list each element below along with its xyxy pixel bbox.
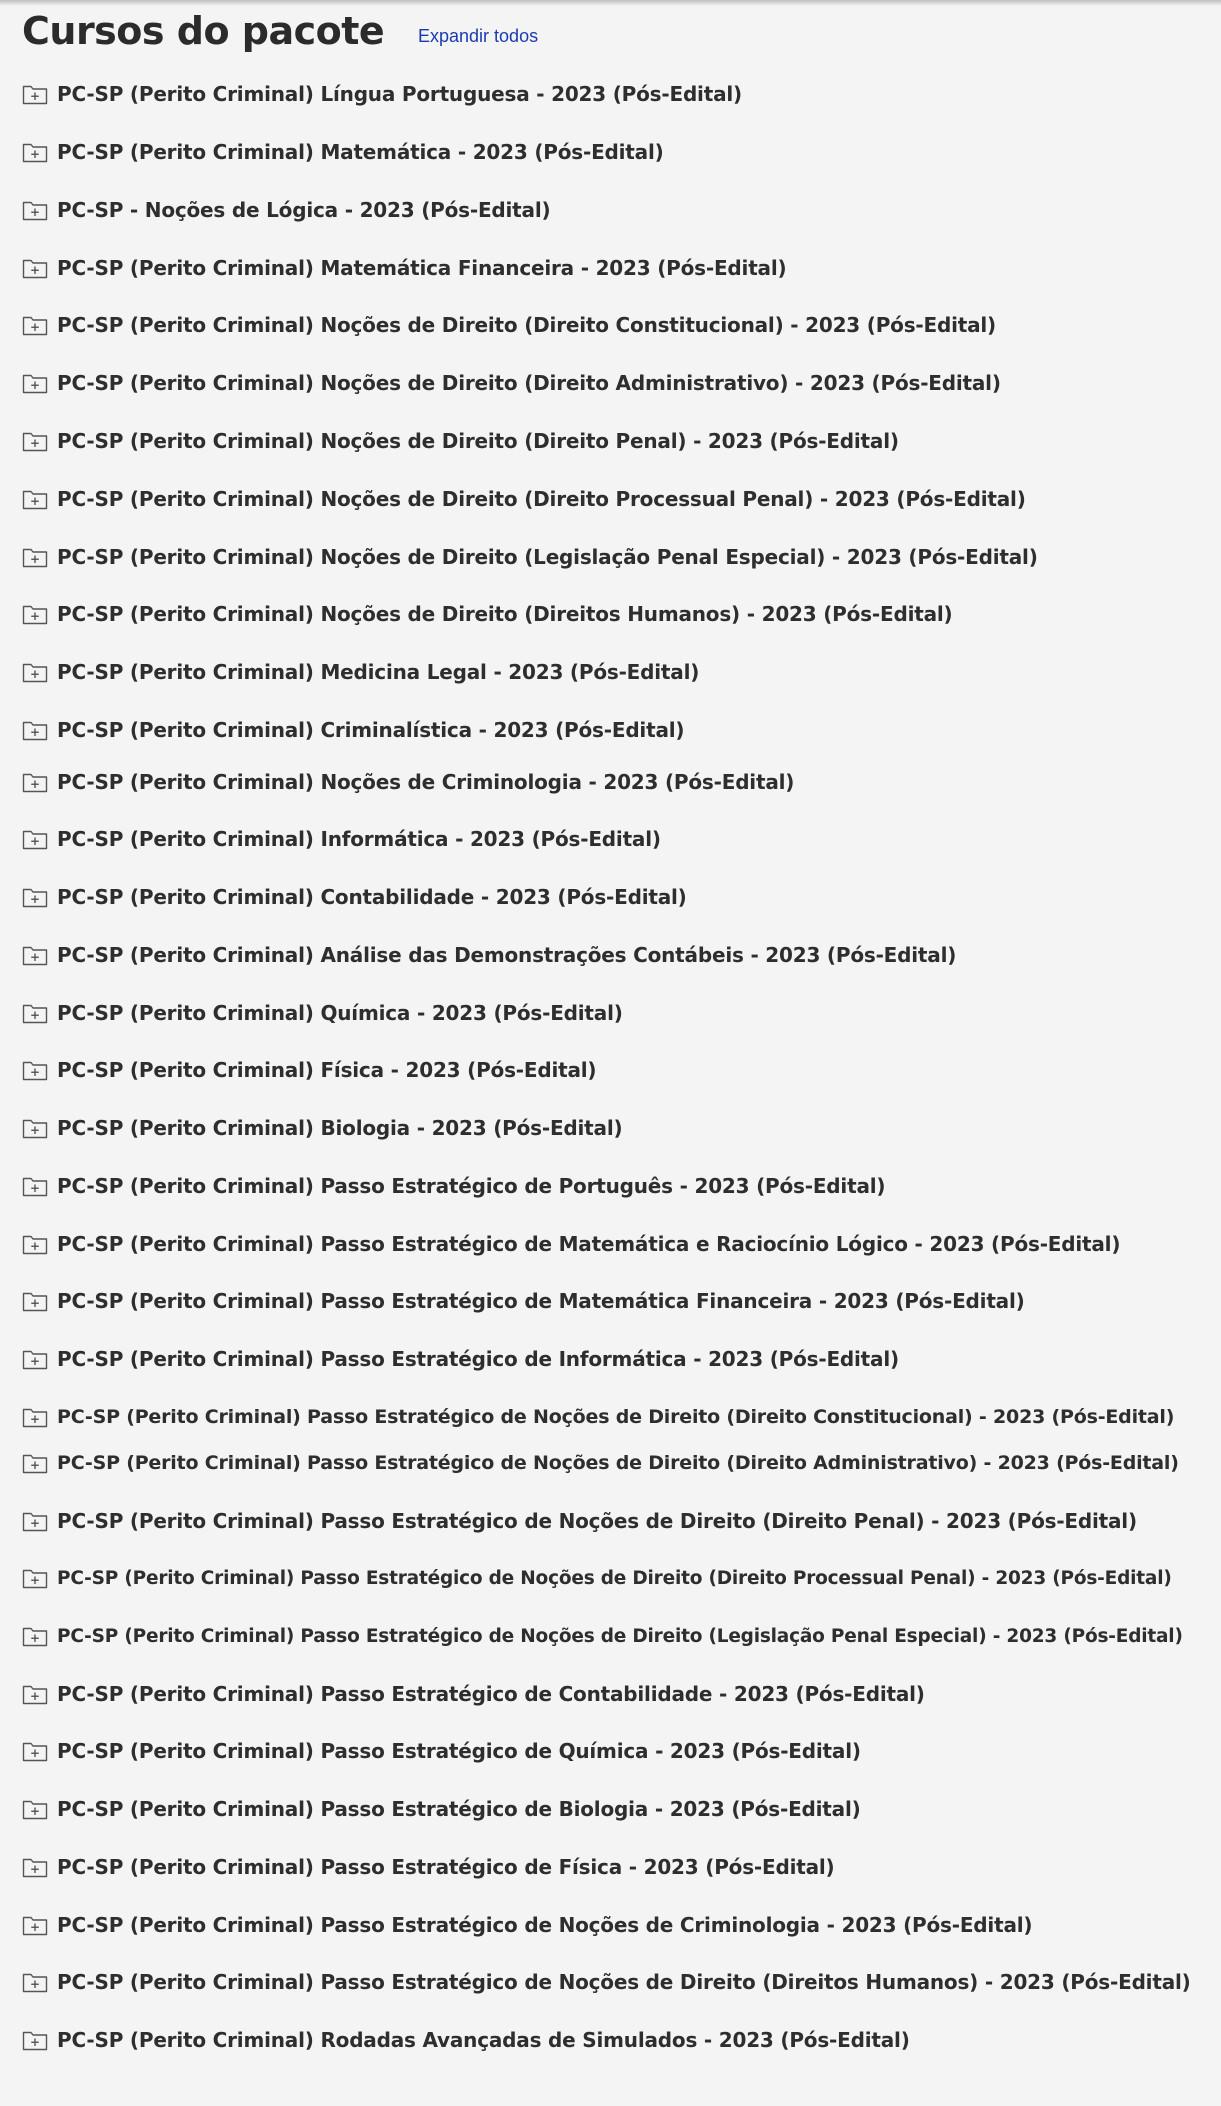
course-title[interactable]: PC-SP (Perito Criminal) Passo Estratégico de Noções de Direito (Direito Processual Penal) - 2023 (Pós-Edital): [57, 1567, 1172, 1589]
folder-plus-icon[interactable]: [22, 1117, 48, 1139]
course-item[interactable]: [22, 1113, 622, 1143]
course-item[interactable]: [22, 310, 996, 340]
course-item[interactable]: [22, 426, 899, 456]
course-title[interactable]: PC-SP (Perito Criminal) Passo Estratégico de Informática - 2023 (Pós-Edital): [57, 1347, 899, 1371]
folder-plus-icon[interactable]: [22, 1683, 48, 1705]
course-title[interactable]: PC-SP (Perito Criminal) Passo Estratégico de Noções de Direito (Legislação Penal Especial) - 2023 (Pós-Edital): [57, 1625, 1183, 1647]
course-item[interactable]: [22, 715, 684, 745]
folder-plus-icon[interactable]: [22, 257, 48, 279]
course-item[interactable]: [22, 1736, 861, 1766]
course-title[interactable]: PC-SP (Perito Criminal) Análise das Demonstrações Contábeis - 2023 (Pós-Edital): [57, 943, 957, 967]
course-title[interactable]: PC-SP (Perito Criminal) Língua Portuguesa - 2023 (Pós-Edital): [57, 82, 742, 106]
course-item[interactable]: [22, 1402, 1174, 1432]
course-title[interactable]: PC-SP (Perito Criminal) Medicina Legal - 2023 (Pós-Edital): [57, 660, 700, 684]
course-item[interactable]: [22, 1910, 1032, 1940]
course-title[interactable]: PC-SP (Perito Criminal) Noções de Criminologia - 2023 (Pós-Edital): [57, 770, 795, 794]
course-title[interactable]: PC-SP (Perito Criminal) Noções de Direito (Direito Constitucional) - 2023 (Pós-Edital): [57, 313, 996, 337]
header: [22, 6, 384, 56]
folder-plus-icon[interactable]: [22, 1290, 48, 1312]
course-title[interactable]: PC-SP (Perito Criminal) Passo Estratégico de Noções de Direito (Direitos Humanos) - 2023 (Pós-Edital): [57, 1970, 1191, 1994]
folder-plus-icon[interactable]: [22, 1798, 48, 1820]
course-title[interactable]: PC-SP (Perito Criminal) Noções de Direito (Legislação Penal Especial) - 2023 (Pós-Edital): [57, 545, 1038, 569]
course-item[interactable]: [22, 1055, 596, 1085]
course-item[interactable]: [22, 368, 1001, 398]
course-title[interactable]: PC-SP (Perito Criminal) Passo Estratégico de Química - 2023 (Pós-Edital): [57, 1739, 861, 1763]
folder-plus-icon[interactable]: [22, 1914, 48, 1936]
course-title[interactable]: PC-SP (Perito Criminal) Informática - 2023 (Pós-Edital): [57, 827, 661, 851]
course-title[interactable]: PC-SP (Perito Criminal) Contabilidade - 2023 (Pós-Edital): [57, 885, 687, 909]
course-title[interactable]: PC-SP (Perito Criminal) Passo Estratégico de Biologia - 2023 (Pós-Edital): [57, 1797, 861, 1821]
course-title[interactable]: PC-SP (Perito Criminal) Rodadas Avançadas de Simulados - 2023 (Pós-Edital): [57, 2028, 910, 2052]
folder-plus-icon[interactable]: [22, 603, 48, 625]
course-item[interactable]: [22, 824, 661, 854]
course-item[interactable]: [22, 1563, 1172, 1593]
course-title[interactable]: PC-SP (Perito Criminal) Passo Estratégico de Contabilidade - 2023 (Pós-Edital): [57, 1682, 925, 1706]
folder-plus-icon[interactable]: [22, 944, 48, 966]
course-item[interactable]: [22, 1171, 885, 1201]
folder-plus-icon[interactable]: [22, 372, 48, 394]
course-item[interactable]: [22, 1506, 1137, 1536]
course-item[interactable]: [22, 1621, 1183, 1651]
course-item[interactable]: [22, 657, 699, 687]
course-title[interactable]: PC-SP - Noções de Lógica - 2023 (Pós-Edital): [57, 198, 551, 222]
course-title[interactable]: PC-SP (Perito Criminal) Passo Estratégico de Português - 2023 (Pós-Edital): [57, 1174, 886, 1198]
course-item[interactable]: [22, 195, 550, 225]
course-title[interactable]: PC-SP (Perito Criminal) Passo Estratégico de Noções de Direito (Direito Administrativo) - 2023 (Pós-Edital): [57, 1452, 1179, 1474]
course-item[interactable]: [22, 2025, 910, 2055]
folder-plus-icon[interactable]: [22, 314, 48, 336]
folder-plus-icon[interactable]: [22, 1233, 48, 1255]
course-title[interactable]: PC-SP (Perito Criminal) Passo Estratégico de Física - 2023 (Pós-Edital): [57, 1855, 835, 1879]
folder-plus-icon[interactable]: [22, 1059, 48, 1081]
folder-plus-icon[interactable]: [22, 546, 48, 568]
expand-all-link[interactable]: Expandir todos: [418, 26, 539, 46]
course-item[interactable]: [22, 940, 956, 970]
course-item[interactable]: [22, 1344, 899, 1374]
folder-plus-icon[interactable]: [22, 141, 48, 163]
folder-plus-icon[interactable]: [22, 771, 48, 793]
course-title[interactable]: PC-SP (Perito Criminal) Passo Estratégico de Noções de Direito (Direito Penal) - 2023 (Pós-Edital): [57, 1509, 1137, 1533]
folder-plus-icon[interactable]: [22, 1856, 48, 1878]
course-item[interactable]: [22, 882, 687, 912]
folder-plus-icon[interactable]: [22, 1452, 48, 1474]
course-item[interactable]: [22, 767, 794, 797]
folder-plus-icon[interactable]: [22, 1567, 48, 1589]
course-item[interactable]: [22, 1286, 1025, 1316]
folder-plus-icon[interactable]: [22, 719, 48, 741]
course-item[interactable]: [22, 998, 623, 1028]
course-item[interactable]: [22, 1679, 925, 1709]
course-title[interactable]: PC-SP (Perito Criminal) Química - 2023 (Pós-Edital): [57, 1001, 623, 1025]
folder-plus-icon[interactable]: [22, 1002, 48, 1024]
folder-plus-icon[interactable]: [22, 488, 48, 510]
course-title[interactable]: PC-SP (Perito Criminal) Criminalística - 2023 (Pós-Edital): [57, 718, 685, 742]
folder-plus-icon[interactable]: [22, 1740, 48, 1762]
course-item[interactable]: [22, 79, 742, 109]
course-title[interactable]: PC-SP (Perito Criminal) Passo Estratégico de Noções de Criminologia - 2023 (Pós-Edital): [57, 1913, 1033, 1937]
course-item[interactable]: [22, 542, 1038, 572]
course-title[interactable]: PC-SP (Perito Criminal) Matemática - 2023 (Pós-Edital): [57, 140, 664, 164]
course-title[interactable]: PC-SP (Perito Criminal) Física - 2023 (Pós-Edital): [57, 1058, 597, 1082]
course-item[interactable]: [22, 1229, 1120, 1259]
course-item[interactable]: [22, 137, 664, 167]
course-item[interactable]: [22, 1448, 1179, 1478]
course-item[interactable]: [22, 599, 952, 629]
folder-plus-icon[interactable]: [22, 2029, 48, 2051]
folder-plus-icon[interactable]: [22, 430, 48, 452]
course-title[interactable]: PC-SP (Perito Criminal) Noções de Direito (Direito Penal) - 2023 (Pós-Edital): [57, 429, 899, 453]
folder-plus-icon[interactable]: [22, 199, 48, 221]
course-title[interactable]: PC-SP (Perito Criminal) Noções de Direito (Direitos Humanos) - 2023 (Pós-Edital): [57, 602, 953, 626]
course-title[interactable]: PC-SP (Perito Criminal) Passo Estratégico de Matemática Financeira - 2023 (Pós-Edital): [57, 1289, 1025, 1313]
course-title[interactable]: PC-SP (Perito Criminal) Noções de Direito (Direito Processual Penal) - 2023 (Pós-Edital): [57, 487, 1026, 511]
course-item[interactable]: [22, 253, 786, 283]
folder-plus-icon[interactable]: [22, 886, 48, 908]
folder-plus-icon[interactable]: [22, 1510, 48, 1532]
course-item[interactable]: [22, 1794, 861, 1824]
folder-plus-icon[interactable]: [22, 828, 48, 850]
folder-plus-icon[interactable]: [22, 1625, 48, 1647]
course-title[interactable]: PC-SP (Perito Criminal) Biologia - 2023 (Pós-Edital): [57, 1116, 623, 1140]
course-item[interactable]: [22, 1967, 1191, 1997]
folder-plus-icon[interactable]: [22, 83, 48, 105]
folder-plus-icon[interactable]: [22, 1971, 48, 1993]
course-title[interactable]: PC-SP (Perito Criminal) Noções de Direito (Direito Administrativo) - 2023 (Pós-Edital): [57, 371, 1001, 395]
course-item[interactable]: [22, 1852, 834, 1882]
folder-plus-icon[interactable]: [22, 1348, 48, 1370]
folder-plus-icon[interactable]: [22, 661, 48, 683]
course-title[interactable]: PC-SP (Perito Criminal) Passo Estratégico de Noções de Direito (Direito Constitucional) - 2023 (Pós-Edital): [57, 1406, 1175, 1428]
course-title[interactable]: PC-SP (Perito Criminal) Passo Estratégico de Matemática e Raciocínio Lógico - 2023 (Pós-Edital): [57, 1232, 1121, 1256]
course-title[interactable]: PC-SP (Perito Criminal) Matemática Financeira - 2023 (Pós-Edital): [57, 256, 787, 280]
folder-plus-icon[interactable]: [22, 1406, 48, 1428]
page-title: Cursos do pacote: [22, 9, 385, 53]
folder-plus-icon[interactable]: [22, 1175, 48, 1197]
course-item[interactable]: [22, 484, 1026, 514]
